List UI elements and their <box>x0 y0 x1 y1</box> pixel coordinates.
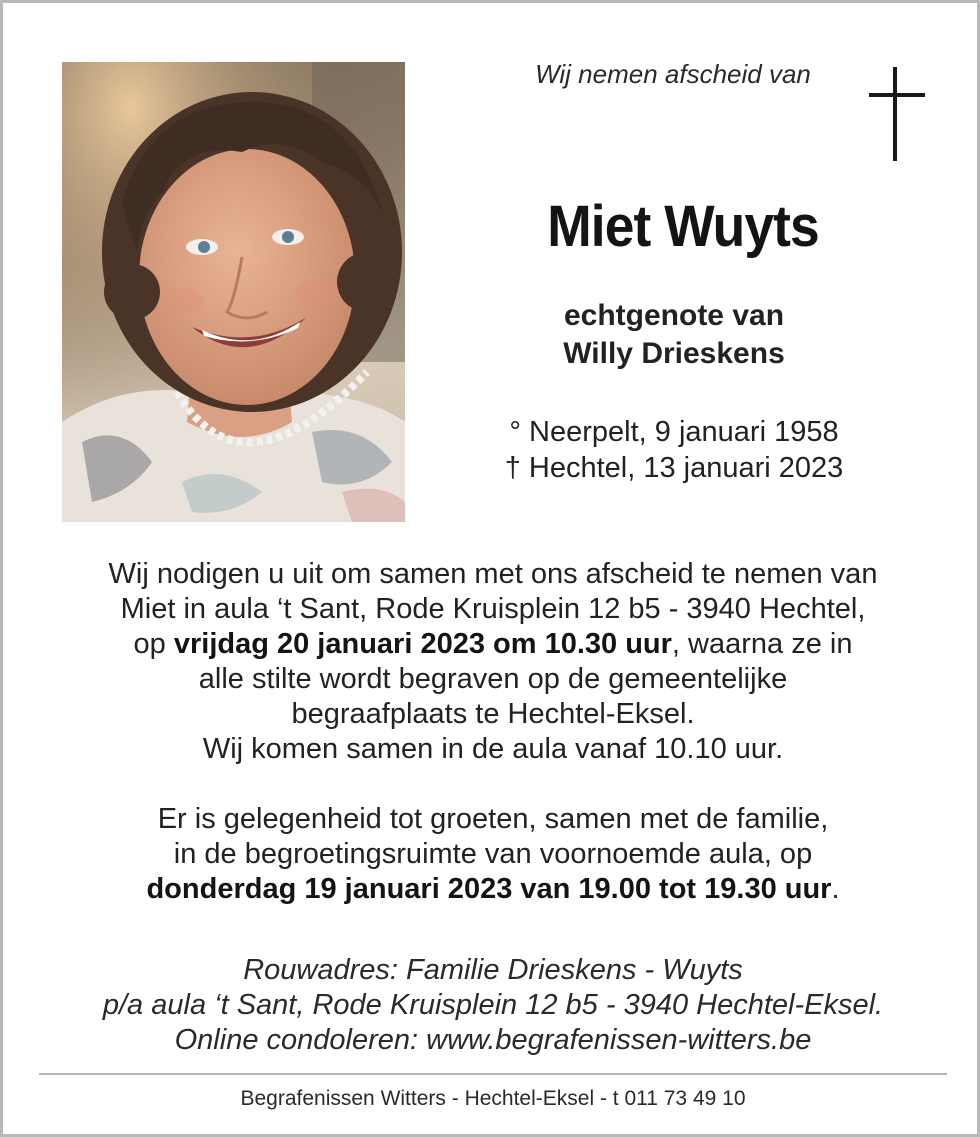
address-line: Rouwadres: Familie Drieskens - Wuyts <box>243 954 743 986</box>
invitation-line: begraafplaats te Hechtel-Eksel. <box>291 698 695 730</box>
funeral-home-footer: Begrafenissen Witters - Hechtel-Eksel - t 011 73 49 10 <box>240 1087 746 1110</box>
greeting-line: Er is gelegenheid tot groeten, samen met de familie, <box>157 803 829 835</box>
birth-date: ° Neerpelt, 9 januari 1958 <box>509 416 839 448</box>
spouse-relation: echtgenote van <box>563 299 785 332</box>
condolence-link[interactable]: Online condoleren: www.begrafenissen-witters.be <box>174 1024 812 1056</box>
invitation-line: alle stilte wordt begraven op de gemeentelijke <box>198 663 788 695</box>
ceremony-datetime: vrijdag 20 januari 2023 om 10.30 uur <box>173 628 672 660</box>
greeting-line: donderdag 19 januari 2023 van 19.00 tot 19.30 uur. <box>146 873 840 905</box>
deceased-name: Miet Wuyts <box>547 194 819 259</box>
ceremony-details <box>43 557 943 907</box>
visitation-datetime: donderdag 19 januari 2023 van 19.00 tot 19.30 uur <box>146 873 832 905</box>
greeting-line: in de begroetingsruimte van voornoemde aula, op <box>173 838 813 870</box>
greeting-paragraph <box>43 802 943 907</box>
mourning-address <box>23 953 963 1058</box>
death-date: † Hechtel, 13 januari 2023 <box>504 452 844 484</box>
intro-text: Wij nemen afscheid van <box>535 59 811 89</box>
portrait-photo <box>62 62 405 522</box>
invitation-line: Wij nodigen u uit om samen met ons afscheid te nemen van <box>108 558 878 590</box>
footer-divider <box>39 1073 947 1075</box>
spouse-block <box>433 297 915 373</box>
address-line: p/a aula ‘t Sant, Rode Kruisplein 12 b5 - 3940 Hechtel-Eksel. <box>102 989 884 1021</box>
invitation-paragraph <box>43 557 943 767</box>
invitation-line: Miet in aula ‘t Sant, Rode Kruisplein 12 b5 - 3940 Hechtel, <box>120 593 866 625</box>
portrait-illustration <box>62 62 405 522</box>
invitation-line: Wij komen samen in de aula vanaf 10.10 uur. <box>202 733 784 765</box>
invitation-line: op vrijdag 20 januari 2023 om 10.30 uur, waarna ze in <box>133 628 853 660</box>
life-dates <box>433 414 915 486</box>
cross-icon <box>869 67 925 161</box>
spouse-name: Willy Drieskens <box>563 337 785 370</box>
